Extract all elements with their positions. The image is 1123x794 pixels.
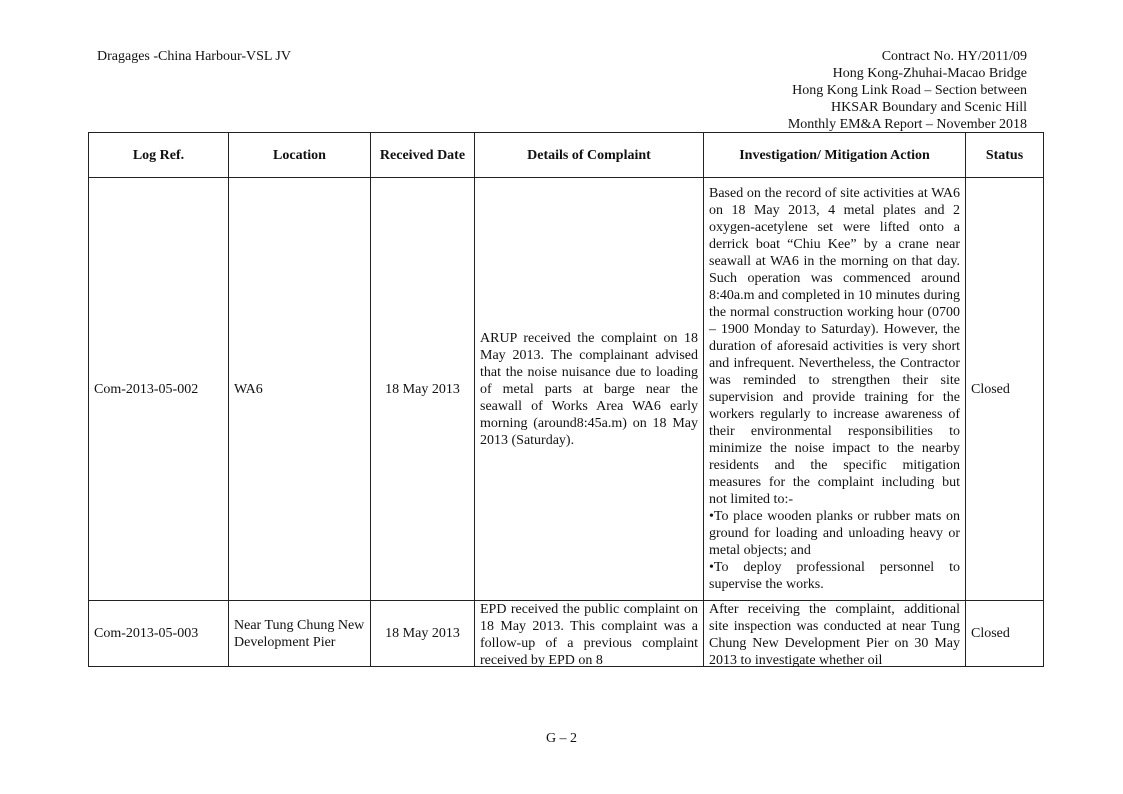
column-header-location: Location bbox=[229, 133, 371, 178]
investigation-text: After receiving the complaint, additional site inspection was conducted at near Tung Chung New Development Pier on 30 May 2013 to investigate whether oil bbox=[709, 602, 960, 666]
investigation-text: Based on the record of site activities at WA6 on 18 May 2013, 4 metal plates and 2 oxygen-acetylene set were lifted onto a derrick boat “Chiu Kee” by a crane near seawall at WA6 in the morning on that day. Such operation was commenced around 8:40a.m and completed in 10 minutes during the normal construction working hour (0700 – 1900 Monday to Saturday). However, the duration of aforesaid activities is very short and infrequent. Nevertheless, the Contractor was reminded to strengthen their site supervision and provide training for the workers regularly to increase awareness of their environmental responsibilities to minimize the noise impact to the nearby residents and the specific mitigation measures for the complaint including but not limited to:- bbox=[709, 186, 960, 507]
header-contract: Contract No. HY/2011/09 bbox=[881, 49, 1027, 64]
details-text: EPD received the public complaint on 18 May 2013. This complaint was a follow-up of a previous complaint received by EPD on 8 bbox=[480, 602, 698, 666]
column-header-status: Status bbox=[966, 133, 1044, 178]
cell-log-ref: Com-2013-05-003 bbox=[89, 601, 229, 667]
complaint-log-table bbox=[88, 132, 1044, 667]
cell-status: Closed bbox=[966, 178, 1044, 601]
cell-status: Closed bbox=[966, 601, 1044, 667]
header-section: Hong Kong Link Road – Section between bbox=[792, 83, 1027, 98]
cell-received-date: 18 May 2013 bbox=[371, 178, 475, 601]
cell-location: WA6 bbox=[229, 178, 371, 601]
header-right bbox=[788, 48, 1027, 133]
column-header-investigation: Investigation/ Mitigation Action bbox=[704, 133, 966, 178]
cell-log-ref: Com-2013-05-002 bbox=[89, 178, 229, 601]
header-report: Monthly EM&A Report – November 2018 bbox=[787, 117, 1027, 132]
table-header-row bbox=[89, 133, 1044, 178]
cell-investigation bbox=[704, 601, 966, 667]
cell-details bbox=[475, 601, 704, 667]
table-row bbox=[89, 178, 1044, 601]
cell-investigation bbox=[704, 178, 966, 601]
cell-details: ARUP received the complaint on 18 May 2013. The complainant advised that the noise nuisance due to loading of metal parts at barge near the seawall of Works Area WA6 early morning (around8:45a.m) on 18 May 2013 (Saturday). bbox=[475, 178, 704, 601]
cell-location: Near Tung Chung New Development Pier bbox=[229, 601, 371, 667]
column-header-log-ref: Log Ref. bbox=[89, 133, 229, 178]
column-header-details: Details of Complaint bbox=[475, 133, 704, 178]
header-left: Dragages -China Harbour-VSL JV bbox=[97, 49, 291, 64]
page-number: G – 2 bbox=[545, 731, 578, 746]
table-row bbox=[89, 601, 1044, 667]
header-project: Hong Kong-Zhuhai-Macao Bridge bbox=[832, 66, 1027, 81]
mitigation-bullet: •To place wooden planks or rubber mats on ground for loading and unloading heavy or metal objects; and bbox=[709, 509, 960, 558]
cell-received-date: 18 May 2013 bbox=[371, 601, 475, 667]
column-header-received-date: Received Date bbox=[371, 133, 475, 178]
header-boundary: HKSAR Boundary and Scenic Hill bbox=[831, 100, 1027, 115]
mitigation-bullet: •To deploy professional personnel to supervise the works. bbox=[709, 560, 960, 592]
